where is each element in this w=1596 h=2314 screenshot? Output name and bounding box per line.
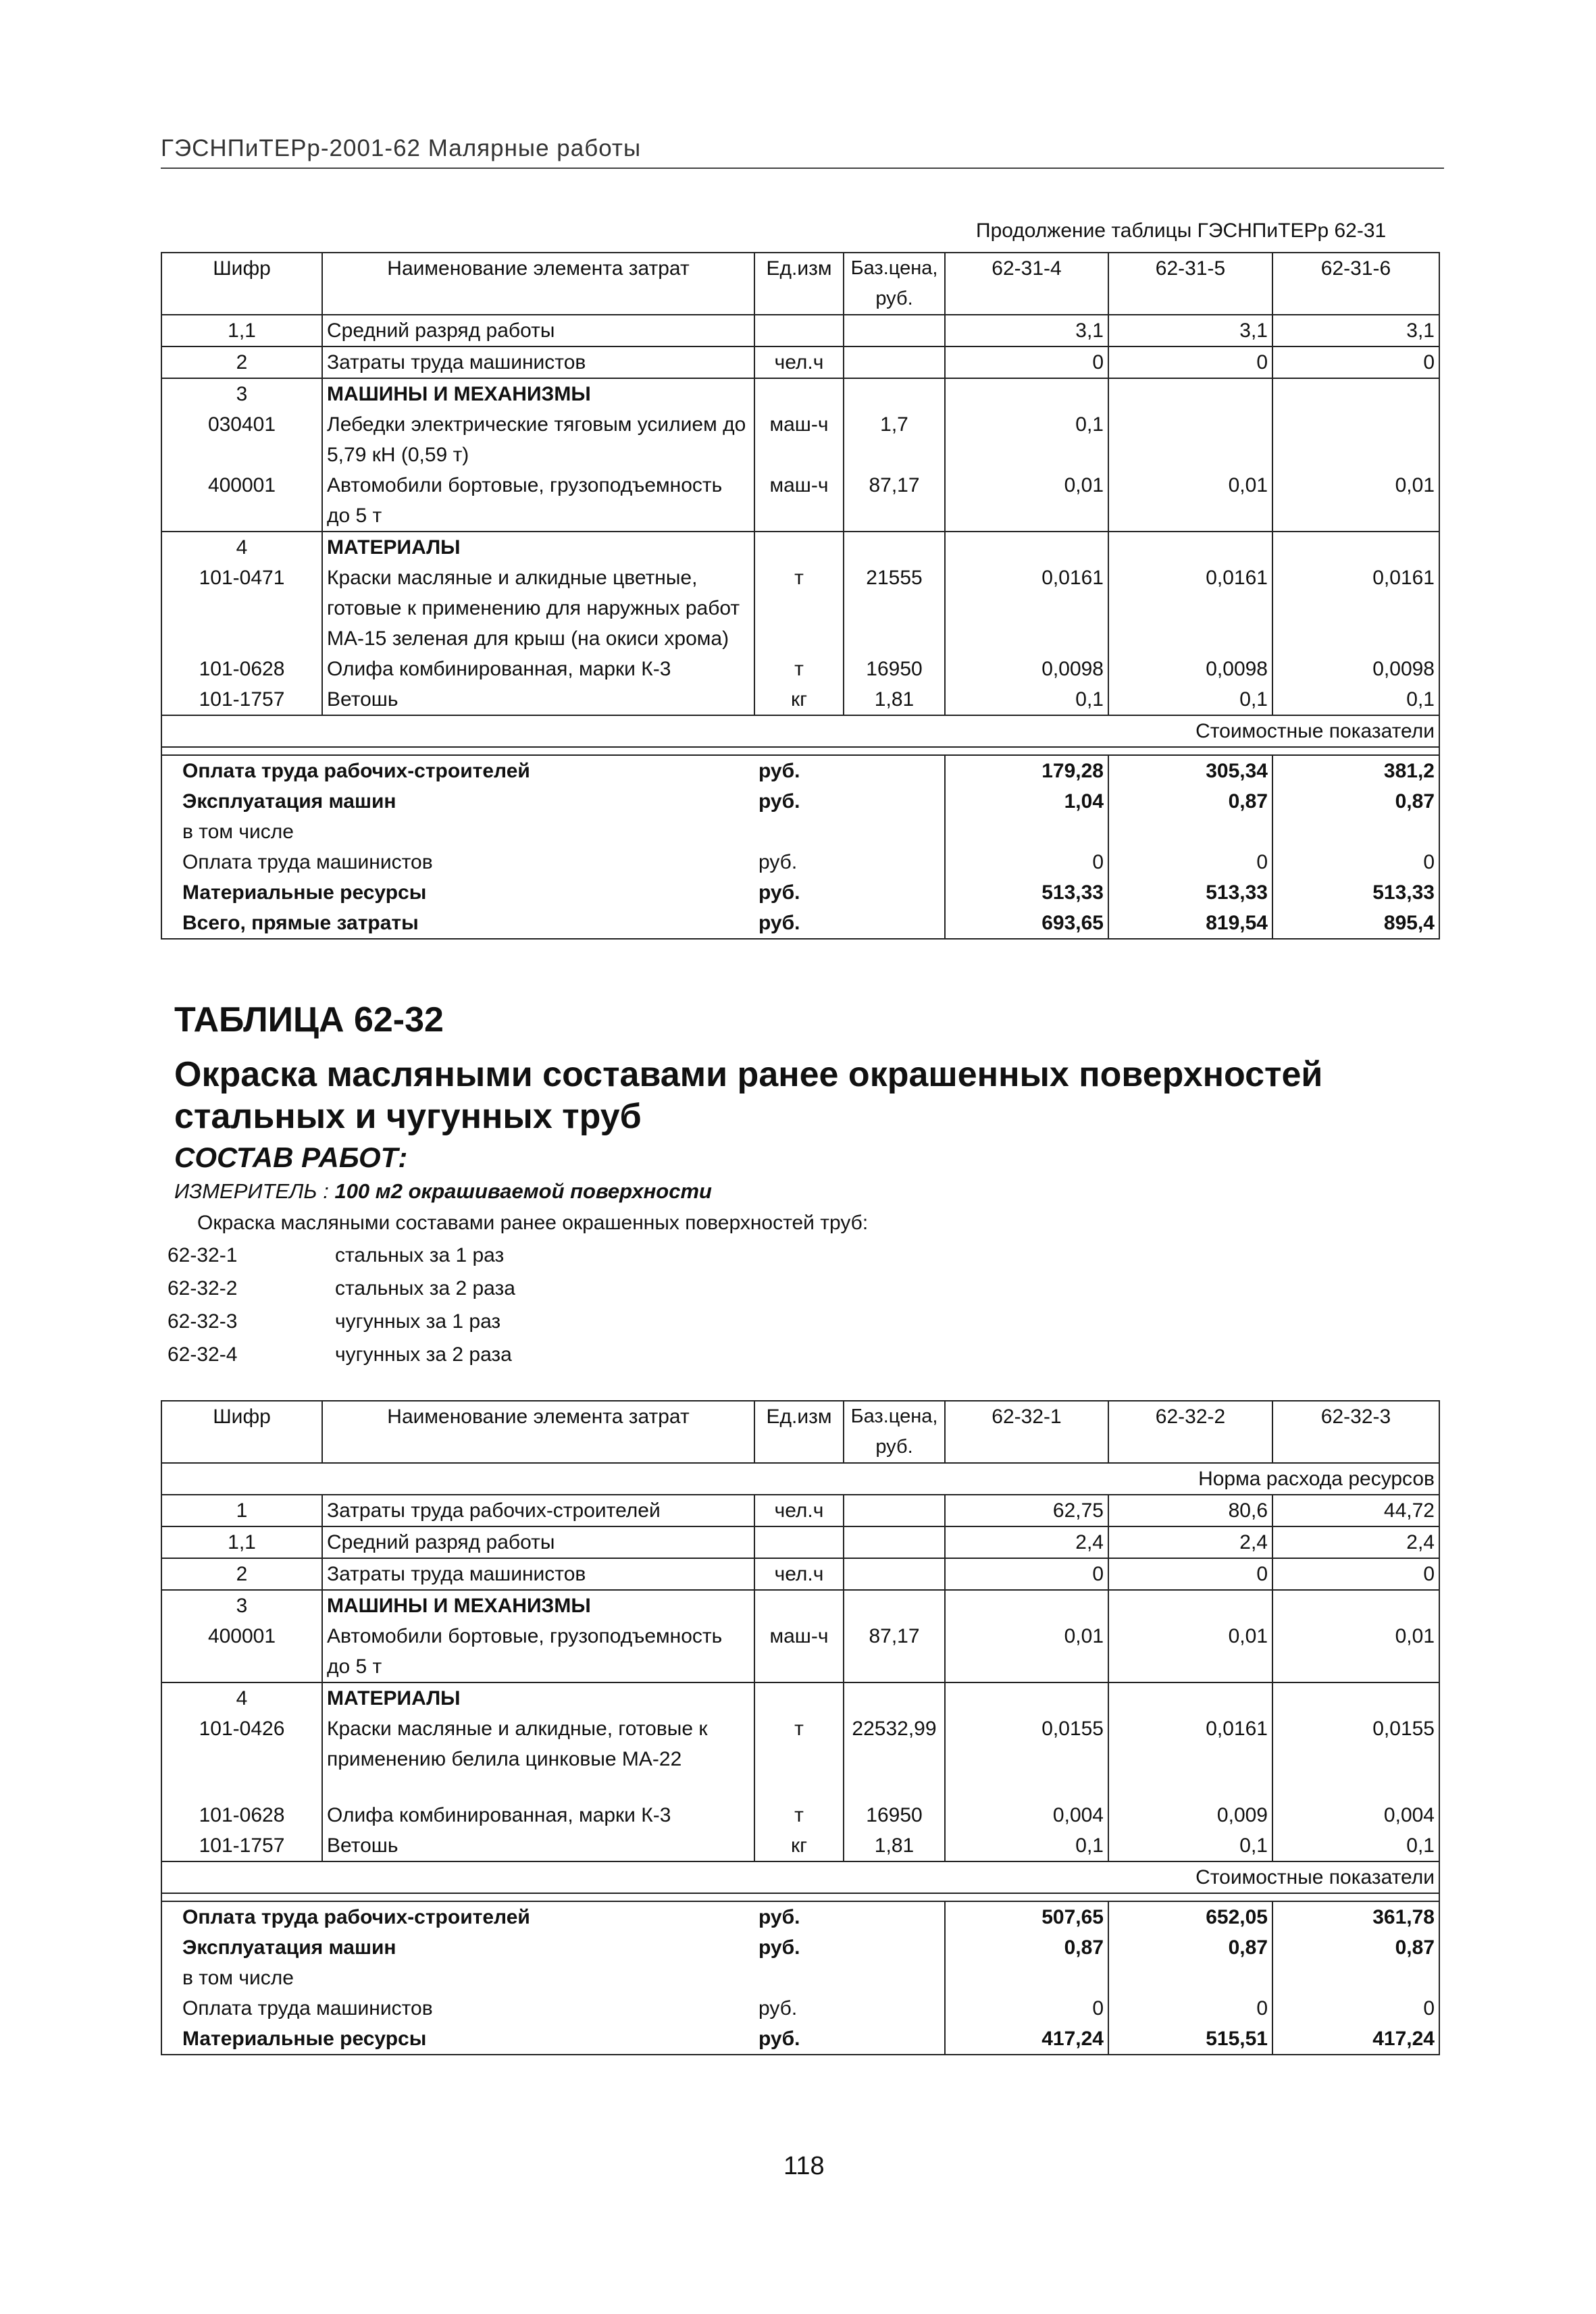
table-row: 400001 Автомобили бортовые, грузоподъемность до 5 т маш-ч 87,17 0,01 0,01 0,01 bbox=[161, 1621, 1439, 1682]
measurement-unit bbox=[174, 1179, 712, 1204]
running-header: ГЭСНПиТЕРр-2001-62 Малярные работы bbox=[161, 135, 642, 161]
variant-text: стальных за 1 раз bbox=[335, 1244, 505, 1266]
variant-text: чугунных за 1 раз bbox=[335, 1310, 501, 1333]
section-title: Окраска масляными составами ранее окрашенных поверхностей стальных и чугунных труб bbox=[174, 1055, 1323, 1136]
table-row: 1,1 Средний разряд работы 2,4 2,4 2,4 bbox=[161, 1526, 1439, 1558]
col-code-header: Шифр bbox=[161, 253, 322, 315]
table-row: 101-0471 Краски масляные и алкидные цветные, готовые к применению для наружных работ МА-15 зеленая для крыш (на окиси хрома) т 21555 0,0161 0,0161 0,0161 bbox=[161, 563, 1439, 654]
header-rule bbox=[161, 168, 1444, 169]
cost-row: Оплата труда рабочих-строителей руб. 507,65 652,05 361,78 bbox=[161, 1901, 1439, 1932]
section-row-machines: 3 МАШИНЫ И МЕХАНИЗМЫ bbox=[161, 378, 1439, 409]
cost-row: Оплата труда рабочих-строителей руб. 179,28 305,34 381,2 bbox=[161, 755, 1439, 786]
col-code-header: Шифр bbox=[161, 1401, 322, 1463]
col-62-32-1-header: 62-32-1 bbox=[945, 1401, 1108, 1463]
variant-text: чугунных за 2 раза bbox=[335, 1343, 512, 1366]
variant-code: 62-32-3 bbox=[168, 1310, 238, 1333]
cost-indicators-label: Стоимостные показатели bbox=[161, 715, 1439, 747]
col-62-32-3-header: 62-32-3 bbox=[1272, 1401, 1439, 1463]
work-description: Окраска масляными составами ранее окрашенных поверхностей труб: bbox=[197, 1212, 869, 1234]
page-number: 118 bbox=[783, 2152, 825, 2180]
cost-row: Материальные ресурсы руб. 417,24 515,51 417,24 bbox=[161, 2024, 1439, 2055]
section-row-machines: 3 МАШИНЫ И МЕХАНИЗМЫ bbox=[161, 1590, 1439, 1621]
table-row: 101-1757 Ветошь кг 1,81 0,1 0,1 0,1 bbox=[161, 1830, 1439, 1861]
table-row: 2 Затраты труда машинистов чел.ч 0 0 0 bbox=[161, 346, 1439, 378]
cost-row: в том числе bbox=[161, 1963, 1439, 1993]
table-row: 2 Затраты труда машинистов чел.ч 0 0 0 bbox=[161, 1558, 1439, 1590]
table-row: 1,1 Средний разряд работы 3,1 3,1 3,1 bbox=[161, 315, 1439, 346]
section-row-materials: 4 МАТЕРИАЛЫ bbox=[161, 532, 1439, 563]
norm-label: Норма расхода ресурсов bbox=[161, 1463, 1439, 1495]
col-price-header: Баз.цена, руб. bbox=[844, 1401, 945, 1463]
cost-row: Оплата труда машинистов руб. 0 0 0 bbox=[161, 1993, 1439, 2024]
table-continuation-note: Продолжение таблицы ГЭСНПиТЕРр 62-31 bbox=[976, 220, 1387, 242]
norm-label-row bbox=[161, 1463, 1439, 1495]
cost-row: Материальные ресурсы руб. 513,33 513,33 513,33 bbox=[161, 877, 1439, 908]
col-unit-header: Ед.изм bbox=[754, 1401, 844, 1463]
table-row: 101-1757 Ветошь кг 1,81 0,1 0,1 0,1 bbox=[161, 684, 1439, 715]
resource-table-62-32 bbox=[161, 1400, 1440, 2055]
cost-row: Оплата труда машинистов руб. 0 0 0 bbox=[161, 847, 1439, 877]
section-row-materials: 4 МАТЕРИАЛЫ bbox=[161, 1682, 1439, 1714]
col-unit-header: Ед.изм bbox=[754, 253, 844, 315]
cost-indicators-label: Стоимостные показатели bbox=[161, 1861, 1439, 1893]
col-62-31-5-header: 62-31-5 bbox=[1108, 253, 1272, 315]
table-row: 101-0628 Олифа комбинированная, марки К-3 т 16950 0,004 0,009 0,004 bbox=[161, 1800, 1439, 1830]
col-name-header: Наименование элемента затрат bbox=[322, 253, 754, 315]
col-62-31-4-header: 62-31-4 bbox=[945, 253, 1108, 315]
cost-indicators-label-row bbox=[161, 1861, 1439, 1893]
variant-code: 62-32-4 bbox=[168, 1343, 238, 1366]
measurement-value: 100 м2 окрашиваемой поверхности bbox=[334, 1179, 712, 1203]
cost-row: Эксплуатация машин руб. 1,04 0,87 0,87 bbox=[161, 786, 1439, 817]
variant-code: 62-32-1 bbox=[168, 1244, 238, 1266]
measurement-label: ИЗМЕРИТЕЛЬ : bbox=[174, 1179, 329, 1203]
cost-row: в том числе bbox=[161, 817, 1439, 847]
col-price-header: Баз.цена, руб. bbox=[844, 253, 945, 315]
cost-row-total: Всего, прямые затраты руб. 693,65 819,54 895,4 bbox=[161, 908, 1439, 939]
cost-row: Эксплуатация машин руб. 0,87 0,87 0,87 bbox=[161, 1932, 1439, 1963]
col-name-header: Наименование элемента затрат bbox=[322, 1401, 754, 1463]
table-row: 030401 Лебедки электрические тяговым усилием до 5,79 кН (0,59 т) маш-ч 1,7 0,1 bbox=[161, 409, 1439, 470]
resource-table-62-31 bbox=[161, 252, 1440, 940]
table-row: 101-0628 Олифа комбинированная, марки К-3 т 16950 0,0098 0,0098 0,0098 bbox=[161, 654, 1439, 684]
variant-text: стальных за 2 раза bbox=[335, 1277, 515, 1300]
variant-code: 62-32-2 bbox=[168, 1277, 238, 1300]
table-row: 1 Затраты труда рабочих-строителей чел.ч 62,75 80,6 44,72 bbox=[161, 1495, 1439, 1526]
table-row: 400001 Автомобили бортовые, грузоподъемность до 5 т маш-ч 87,17 0,01 0,01 0,01 bbox=[161, 470, 1439, 532]
col-62-31-6-header: 62-31-6 bbox=[1272, 253, 1439, 315]
table-row: 101-0426 Краски масляные и алкидные, готовые к применению белила цинковые МА-22 т 22532,99 0,0155 0,0161 0,0155 bbox=[161, 1714, 1439, 1800]
col-62-32-2-header: 62-32-2 bbox=[1108, 1401, 1272, 1463]
table-title: ТАБЛИЦА 62-32 bbox=[174, 1000, 444, 1039]
cost-indicators-label-row bbox=[161, 715, 1439, 747]
work-composition-heading: СОСТАВ РАБОТ: bbox=[174, 1141, 408, 1173]
